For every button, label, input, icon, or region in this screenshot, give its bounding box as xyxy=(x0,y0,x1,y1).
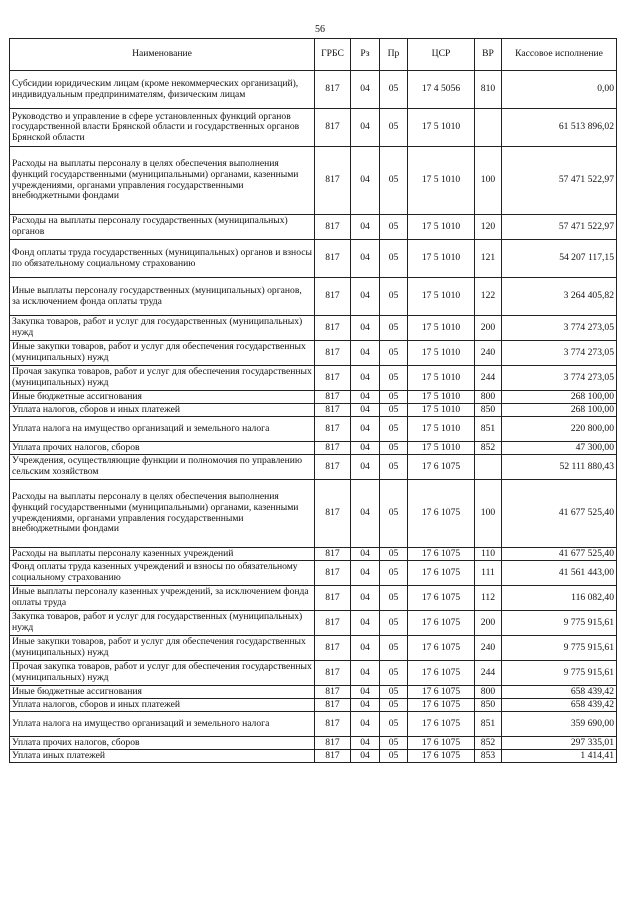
table-row xyxy=(10,147,617,215)
cell-grbs: 817 xyxy=(315,661,351,686)
cell-name: Учреждения, осуществляющие функции и полномочия по управлению сельским хозяйством xyxy=(10,455,315,480)
cell-vr: 851 xyxy=(475,712,502,737)
cell-grbs: 817 xyxy=(315,480,351,548)
cell-pr: 05 xyxy=(380,480,408,548)
cell-pr: 05 xyxy=(380,404,408,417)
cell-pr: 05 xyxy=(380,71,408,109)
cell-amount: 3 264 405,82 xyxy=(502,278,617,316)
cell-amount: 220 800,00 xyxy=(502,417,617,442)
cell-rz: 04 xyxy=(351,215,380,240)
table-row xyxy=(10,215,617,240)
table-row xyxy=(10,712,617,737)
cell-csr: 17 5 1010 xyxy=(408,316,475,341)
cell-name: Иные бюджетные ассигнования xyxy=(10,686,315,699)
table-row xyxy=(10,686,617,699)
header-rz: Рз xyxy=(351,39,380,71)
header-vr: ВР xyxy=(475,39,502,71)
table-row xyxy=(10,417,617,442)
cell-pr: 05 xyxy=(380,561,408,586)
cell-csr: 17 5 1010 xyxy=(408,341,475,366)
cell-rz: 04 xyxy=(351,636,380,661)
cell-pr: 05 xyxy=(380,712,408,737)
cell-amount: 116 082,40 xyxy=(502,586,617,611)
table-row xyxy=(10,548,617,561)
cell-name: Закупка товаров, работ и услуг для государственных (муниципальных) нужд xyxy=(10,316,315,341)
cell-vr: 200 xyxy=(475,316,502,341)
cell-name: Руководство и управление в сфере установленных функций органов государственной власти Брянской области и государственных органов Брянской области xyxy=(10,109,315,147)
table-row xyxy=(10,109,617,147)
cell-csr: 17 5 1010 xyxy=(408,404,475,417)
header-pr: Пр xyxy=(380,39,408,71)
cell-amount: 41 561 443,00 xyxy=(502,561,617,586)
cell-amount: 9 775 915,61 xyxy=(502,611,617,636)
cell-amount: 57 471 522,97 xyxy=(502,215,617,240)
cell-vr: 851 xyxy=(475,417,502,442)
cell-name: Уплата налога на имущество организаций и земельного налога xyxy=(10,417,315,442)
cell-rz: 04 xyxy=(351,750,380,763)
cell-pr: 05 xyxy=(380,366,408,391)
cell-vr: 800 xyxy=(475,391,502,404)
cell-amount: 41 677 525,40 xyxy=(502,548,617,561)
cell-amount: 3 774 273,05 xyxy=(502,366,617,391)
cell-pr: 05 xyxy=(380,215,408,240)
cell-pr: 05 xyxy=(380,391,408,404)
cell-vr: 121 xyxy=(475,240,502,278)
cell-name: Иные бюджетные ассигнования xyxy=(10,391,315,404)
cell-rz: 04 xyxy=(351,548,380,561)
cell-rz: 04 xyxy=(351,404,380,417)
cell-vr: 200 xyxy=(475,611,502,636)
cell-vr: 100 xyxy=(475,147,502,215)
table-row xyxy=(10,278,617,316)
header-name: Наименование xyxy=(10,39,315,71)
cell-name: Уплата налогов, сборов и иных платежей xyxy=(10,404,315,417)
cell-grbs: 817 xyxy=(315,147,351,215)
cell-amount: 61 513 896,02 xyxy=(502,109,617,147)
cell-vr xyxy=(475,455,502,480)
cell-csr: 17 6 1075 xyxy=(408,636,475,661)
cell-pr: 05 xyxy=(380,455,408,480)
cell-amount: 47 300,00 xyxy=(502,442,617,455)
cell-amount: 3 774 273,05 xyxy=(502,341,617,366)
table-row xyxy=(10,661,617,686)
table-row xyxy=(10,737,617,750)
cell-pr: 05 xyxy=(380,611,408,636)
cell-name: Субсидии юридическим лицам (кроме некоммерческих организаций), индивидуальным предпринимателям, физическим лицам xyxy=(10,71,315,109)
cell-pr: 05 xyxy=(380,661,408,686)
cell-name: Иные выплаты персоналу казенных учреждений, за исключением фонда оплаты труда xyxy=(10,586,315,611)
cell-csr: 17 6 1075 xyxy=(408,586,475,611)
cell-grbs: 817 xyxy=(315,391,351,404)
cell-grbs: 817 xyxy=(315,71,351,109)
cell-vr: 110 xyxy=(475,548,502,561)
header-amount: Кассовое исполнение xyxy=(502,39,617,71)
cell-grbs: 817 xyxy=(315,442,351,455)
cell-amount: 268 100,00 xyxy=(502,404,617,417)
cell-grbs: 817 xyxy=(315,611,351,636)
table-row xyxy=(10,391,617,404)
cell-vr: 852 xyxy=(475,737,502,750)
cell-grbs: 817 xyxy=(315,417,351,442)
page-number: 56 xyxy=(315,24,325,35)
cell-grbs: 817 xyxy=(315,750,351,763)
cell-rz: 04 xyxy=(351,391,380,404)
cell-grbs: 817 xyxy=(315,686,351,699)
cell-rz: 04 xyxy=(351,316,380,341)
cell-name: Расходы на выплаты персоналу государственных (муниципальных) органов xyxy=(10,215,315,240)
cell-grbs: 817 xyxy=(315,341,351,366)
cell-rz: 04 xyxy=(351,712,380,737)
cell-name: Уплата иных платежей xyxy=(10,750,315,763)
cell-amount: 9 775 915,61 xyxy=(502,636,617,661)
cell-grbs: 817 xyxy=(315,699,351,712)
cell-vr: 112 xyxy=(475,586,502,611)
cell-rz: 04 xyxy=(351,561,380,586)
cell-rz: 04 xyxy=(351,611,380,636)
table-row xyxy=(10,480,617,548)
cell-csr: 17 5 1010 xyxy=(408,366,475,391)
table-row xyxy=(10,316,617,341)
cell-csr: 17 4 5056 xyxy=(408,71,475,109)
cell-pr: 05 xyxy=(380,147,408,215)
cell-csr: 17 6 1075 xyxy=(408,712,475,737)
cell-csr: 17 5 1010 xyxy=(408,240,475,278)
cell-rz: 04 xyxy=(351,71,380,109)
cell-csr: 17 6 1075 xyxy=(408,561,475,586)
cell-pr: 05 xyxy=(380,686,408,699)
cell-vr: 850 xyxy=(475,699,502,712)
cell-csr: 17 6 1075 xyxy=(408,611,475,636)
cell-pr: 05 xyxy=(380,636,408,661)
cell-vr: 852 xyxy=(475,442,502,455)
cell-name: Уплата налога на имущество организаций и земельного налога xyxy=(10,712,315,737)
table-row xyxy=(10,455,617,480)
cell-amount: 41 677 525,40 xyxy=(502,480,617,548)
cell-vr: 100 xyxy=(475,480,502,548)
cell-amount: 1 414,41 xyxy=(502,750,617,763)
cell-grbs: 817 xyxy=(315,366,351,391)
cell-rz: 04 xyxy=(351,109,380,147)
cell-rz: 04 xyxy=(351,686,380,699)
table-row xyxy=(10,71,617,109)
cell-name: Расходы на выплаты персоналу казенных учреждений xyxy=(10,548,315,561)
cell-amount: 57 471 522,97 xyxy=(502,147,617,215)
cell-vr: 240 xyxy=(475,341,502,366)
cell-name: Иные закупки товаров, работ и услуг для обеспечения государственных (муниципальных) нужд xyxy=(10,341,315,366)
cell-csr: 17 5 1010 xyxy=(408,417,475,442)
cell-vr: 244 xyxy=(475,661,502,686)
cell-vr: 122 xyxy=(475,278,502,316)
cell-amount: 658 439,42 xyxy=(502,699,617,712)
cell-pr: 05 xyxy=(380,442,408,455)
cell-name: Прочая закупка товаров, работ и услуг для обеспечения государственных (муниципальных) нужд xyxy=(10,661,315,686)
cell-amount: 9 775 915,61 xyxy=(502,661,617,686)
cell-pr: 05 xyxy=(380,750,408,763)
table-row xyxy=(10,366,617,391)
cell-csr: 17 5 1010 xyxy=(408,147,475,215)
cell-amount: 359 690,00 xyxy=(502,712,617,737)
cell-grbs: 817 xyxy=(315,636,351,661)
cell-amount: 52 111 880,43 xyxy=(502,455,617,480)
cell-pr: 05 xyxy=(380,699,408,712)
table-row xyxy=(10,561,617,586)
cell-csr: 17 6 1075 xyxy=(408,480,475,548)
cell-grbs: 817 xyxy=(315,712,351,737)
cell-vr: 240 xyxy=(475,636,502,661)
cell-csr: 17 6 1075 xyxy=(408,686,475,699)
cell-rz: 04 xyxy=(351,737,380,750)
cell-vr: 111 xyxy=(475,561,502,586)
cell-name: Расходы на выплаты персоналу в целях обеспечения выполнения функций государственными (муниципальными) органами, казенными учреждениями, органами управления государственными внебюджетными фондами xyxy=(10,480,315,548)
table-row xyxy=(10,586,617,611)
cell-csr: 17 6 1075 xyxy=(408,737,475,750)
budget-execution-table xyxy=(9,38,617,763)
table-header-row xyxy=(10,39,617,71)
cell-rz: 04 xyxy=(351,417,380,442)
cell-vr: 244 xyxy=(475,366,502,391)
cell-vr: 850 xyxy=(475,404,502,417)
cell-pr: 05 xyxy=(380,240,408,278)
cell-vr: 120 xyxy=(475,215,502,240)
cell-vr xyxy=(475,109,502,147)
cell-csr: 17 5 1010 xyxy=(408,278,475,316)
cell-csr: 17 5 1010 xyxy=(408,442,475,455)
cell-csr: 17 6 1075 xyxy=(408,661,475,686)
cell-csr: 17 6 1075 xyxy=(408,750,475,763)
cell-amount: 658 439,42 xyxy=(502,686,617,699)
cell-amount: 0,00 xyxy=(502,71,617,109)
table-body xyxy=(10,71,617,763)
cell-pr: 05 xyxy=(380,278,408,316)
table-row xyxy=(10,699,617,712)
cell-name: Фонд оплаты труда казенных учреждений и взносы по обязательному социальному страхованию xyxy=(10,561,315,586)
cell-name: Иные закупки товаров, работ и услуг для обеспечения государственных (муниципальных) нужд xyxy=(10,636,315,661)
cell-grbs: 817 xyxy=(315,240,351,278)
cell-rz: 04 xyxy=(351,455,380,480)
cell-rz: 04 xyxy=(351,366,380,391)
cell-amount: 268 100,00 xyxy=(502,391,617,404)
cell-grbs: 817 xyxy=(315,109,351,147)
cell-pr: 05 xyxy=(380,341,408,366)
table-row xyxy=(10,341,617,366)
cell-grbs: 817 xyxy=(315,586,351,611)
cell-name: Фонд оплаты труда государственных (муниципальных) органов и взносы по обязательному социальному страхованию xyxy=(10,240,315,278)
cell-name: Расходы на выплаты персоналу в целях обеспечения выполнения функций государственными (муниципальными) органами, казенными учреждениями, органами управления государственными внебюджетными фондами xyxy=(10,147,315,215)
cell-name: Уплата прочих налогов, сборов xyxy=(10,442,315,455)
header-csr: ЦСР xyxy=(408,39,475,71)
table-row xyxy=(10,750,617,763)
cell-rz: 04 xyxy=(351,341,380,366)
cell-grbs: 817 xyxy=(315,737,351,750)
cell-name: Уплата прочих налогов, сборов xyxy=(10,737,315,750)
cell-csr: 17 5 1010 xyxy=(408,215,475,240)
cell-name: Прочая закупка товаров, работ и услуг для обеспечения государственных (муниципальных) нужд xyxy=(10,366,315,391)
cell-pr: 05 xyxy=(380,316,408,341)
cell-pr: 05 xyxy=(380,586,408,611)
cell-csr: 17 5 1010 xyxy=(408,391,475,404)
header-grbs: ГРБС xyxy=(315,39,351,71)
cell-name: Уплата налогов, сборов и иных платежей xyxy=(10,699,315,712)
cell-grbs: 817 xyxy=(315,455,351,480)
table-row xyxy=(10,442,617,455)
cell-amount: 3 774 273,05 xyxy=(502,316,617,341)
table-row xyxy=(10,636,617,661)
cell-grbs: 817 xyxy=(315,404,351,417)
cell-rz: 04 xyxy=(351,147,380,215)
cell-csr: 17 6 1075 xyxy=(408,548,475,561)
cell-grbs: 817 xyxy=(315,316,351,341)
cell-rz: 04 xyxy=(351,442,380,455)
cell-rz: 04 xyxy=(351,586,380,611)
cell-pr: 05 xyxy=(380,417,408,442)
table-row xyxy=(10,404,617,417)
table-row xyxy=(10,611,617,636)
cell-name: Иные выплаты персоналу государственных (муниципальных) органов, за исключением фонда оплаты труда xyxy=(10,278,315,316)
cell-rz: 04 xyxy=(351,699,380,712)
cell-csr: 17 6 1075 xyxy=(408,455,475,480)
cell-vr: 853 xyxy=(475,750,502,763)
cell-csr: 17 6 1075 xyxy=(408,699,475,712)
cell-amount: 297 335,01 xyxy=(502,737,617,750)
cell-pr: 05 xyxy=(380,109,408,147)
table-row xyxy=(10,240,617,278)
cell-rz: 04 xyxy=(351,278,380,316)
cell-rz: 04 xyxy=(351,661,380,686)
cell-grbs: 817 xyxy=(315,215,351,240)
cell-vr: 810 xyxy=(475,71,502,109)
cell-vr: 800 xyxy=(475,686,502,699)
cell-grbs: 817 xyxy=(315,278,351,316)
cell-pr: 05 xyxy=(380,737,408,750)
cell-rz: 04 xyxy=(351,480,380,548)
cell-pr: 05 xyxy=(380,548,408,561)
cell-name: Закупка товаров, работ и услуг для государственных (муниципальных) нужд xyxy=(10,611,315,636)
cell-grbs: 817 xyxy=(315,548,351,561)
cell-csr: 17 5 1010 xyxy=(408,109,475,147)
cell-grbs: 817 xyxy=(315,561,351,586)
cell-rz: 04 xyxy=(351,240,380,278)
cell-amount: 54 207 117,15 xyxy=(502,240,617,278)
